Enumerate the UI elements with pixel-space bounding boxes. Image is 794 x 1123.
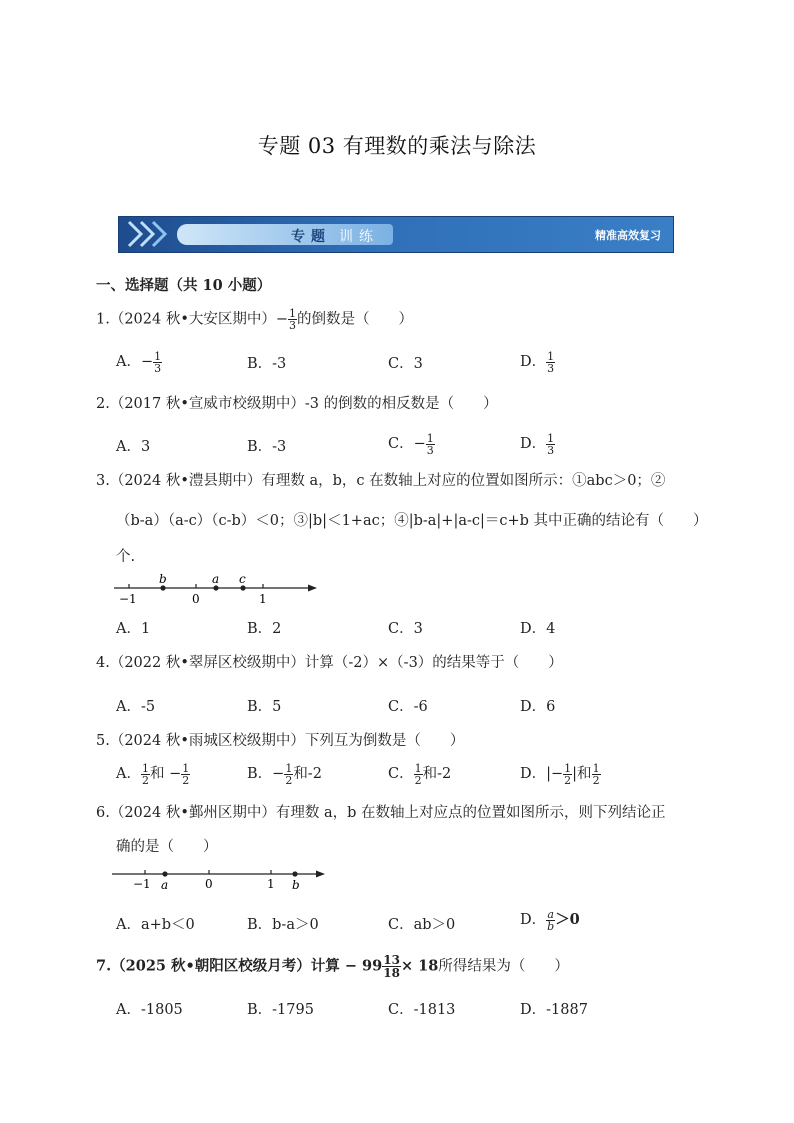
q7-option-b[interactable]: B．-1795 [247, 1002, 314, 1018]
banner-pill [177, 224, 393, 245]
q3-option-a[interactable]: A．1 [116, 621, 151, 637]
q3-point-b: b [159, 572, 167, 586]
question-4: 4.（2022 秋•翠屏区校级期中）计算（-2）×（-3）的结果等于（ ） [96, 655, 563, 671]
q6-option-b[interactable]: B．b-a＞0 [247, 917, 319, 933]
q6-axis-label-1: 1 [267, 877, 275, 891]
q6-point-b: b [292, 878, 300, 892]
q7-suffix: 所得结果为（ ） [438, 958, 569, 975]
q7-prefix: 7.（2025 秋•朝阳区校级月考）计算 − 99 [96, 957, 383, 975]
q2-option-a[interactable]: A．3 [116, 439, 151, 455]
q3-axis-label-neg1: −1 [119, 592, 137, 606]
page-title: 专题 03 有理数的乘法与除法 [257, 134, 537, 158]
q3-point-c: c [239, 572, 246, 586]
q6-option-a[interactable]: A．a+b＜0 [116, 917, 195, 933]
q2-option-d[interactable]: D． $\frac{1}{3}$ [520, 431, 555, 457]
q6-axis-label-0: 0 [205, 877, 213, 891]
question-3-line-2: （b-a）（a-c）（c-b）＜0；③|b|＜1+ac；④|b-a|+|a-c|＝c+b 其中正确的结论有（ ） [116, 513, 708, 529]
q4-option-a[interactable]: A．-5 [116, 699, 156, 715]
q7-times-18: × 18 [400, 957, 439, 975]
q6-option-d[interactable]: D． $\frac{a}{b}$ ＞0 [520, 907, 580, 933]
q1-option-d[interactable]: D． $\frac{1}{3}$ [520, 349, 555, 375]
banner-right-label: 精准高效复习 [595, 229, 661, 242]
q5-option-d[interactable]: D．|− $\frac{1}{2}$ |和 $\frac{1}{2}$ [520, 761, 600, 787]
q1-prefix: 1.（2024 秋•大安区期中）− [96, 311, 289, 328]
q1-option-a[interactable]: A．− $\frac{1}{3}$ [116, 349, 162, 375]
q3-axis-label-1: 1 [259, 592, 267, 606]
q4-option-c[interactable]: C．-6 [388, 699, 428, 715]
question-6-line-2: 确的是（ ） [116, 839, 218, 855]
q6-number-line [108, 862, 333, 894]
question-6-line-1: 6.（2024 秋•鄞州区期中）有理数 a，b 在数轴上对应点的位置如图所示，则下列结论正 [96, 805, 666, 821]
q6-axis-label-neg1: −1 [133, 877, 151, 891]
banner-label-topic: 专题 [291, 229, 331, 245]
section-heading: 一、选择题（共 10 小题） [96, 277, 272, 294]
q3-number-line [110, 572, 325, 608]
q1-option-b[interactable]: B．-3 [247, 356, 287, 372]
q3-option-d[interactable]: D．4 [520, 621, 556, 637]
question-2: 2.（2017 秋•宣威市校级期中）-3 的倒数的相反数是（ ） [96, 396, 498, 412]
q7-fraction: $\frac{13}{18}$ [383, 953, 400, 980]
q7-option-d[interactable]: D．-1887 [520, 1002, 588, 1018]
q3-point-a: a [212, 572, 220, 586]
q2-option-b[interactable]: B．-3 [247, 439, 287, 455]
q7-option-c[interactable]: C．-1813 [388, 1002, 456, 1018]
banner-label-training: 训练 [339, 229, 379, 245]
question-7 [96, 954, 569, 979]
chevron-decoration-icon [125, 219, 175, 249]
question-3-line-1: 3.（2024 秋•澧县期中）有理数 a，b，c 在数轴上对应的位置如图所示：①abc＞0；② [96, 473, 666, 489]
q7-option-a[interactable]: A．-1805 [116, 1002, 183, 1018]
q4-option-b[interactable]: B．5 [247, 699, 282, 715]
q3-option-b[interactable]: B．2 [247, 621, 282, 637]
q4-option-d[interactable]: D．6 [520, 699, 556, 715]
q5-option-a[interactable]: A． $\frac{1}{2}$ 和 − $\frac{1}{2}$ [116, 761, 190, 787]
q5-option-c[interactable]: C． $\frac{1}{2}$ 和-2 [388, 761, 452, 787]
q1-suffix: 的倒数是（ ） [297, 311, 414, 328]
q2-option-c[interactable]: C．− $\frac{1}{3}$ [388, 431, 434, 457]
q1-fraction: $\frac{1}{3}$ [289, 307, 297, 332]
q6-option-c[interactable]: C．ab＞0 [388, 917, 456, 933]
question-3-line-3: 个. [116, 549, 136, 565]
q1-option-c[interactable]: C．3 [388, 356, 423, 372]
question-1 [96, 308, 413, 331]
q3-axis-label-0: 0 [192, 592, 200, 606]
question-5: 5.（2024 秋•雨城区校级期中）下列互为倒数是（ ） [96, 733, 465, 749]
q3-option-c[interactable]: C．3 [388, 621, 423, 637]
q5-option-b[interactable]: B．− $\frac{1}{2}$ 和-2 [247, 761, 322, 787]
section-banner [118, 216, 674, 253]
q6-point-a: a [161, 878, 169, 892]
